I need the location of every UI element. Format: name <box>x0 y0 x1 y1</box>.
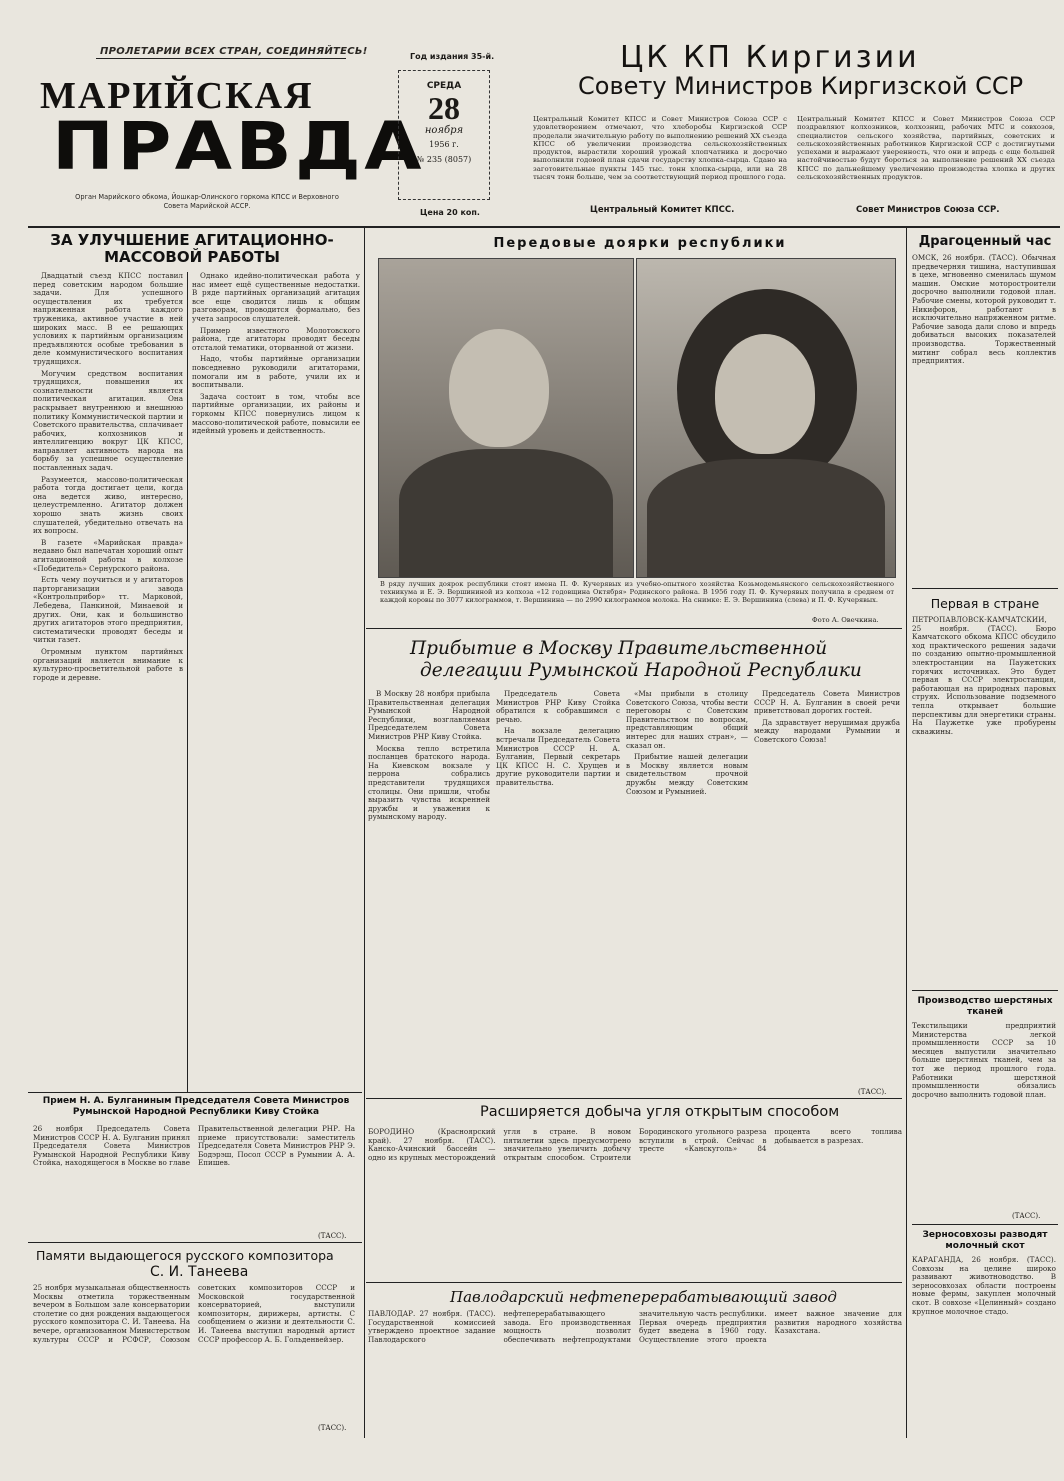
editorial-p2: Могучим средством воспитания трудящихся, повышения их сознательности является политическая агитация. Она раскрывает внутреннюю и внешнюю политику Коммунистической партии и Советского правительства, сплачивает рабочих, колхозников и интеллигенцию вокруг ЦК КПСС, направляет активность народа на борьбу за успешное осуществление поставленных задач. <box>33 368 183 473</box>
photo-right-body <box>647 459 885 577</box>
editorial-p4: В газете «Марийская правда» недавно был напечатан хороший опыт агитационной работы в колхозе «Победитель» Сернурского района. <box>33 537 183 573</box>
photo-left-body <box>399 449 613 577</box>
arrival-p8: Председатель Совета Министров СССР Н. А. Булганин в своей речи приветствовал дорогих гостей. <box>754 690 900 716</box>
wool-sign: (ТАСС). <box>1012 1212 1041 1220</box>
editorial-p6: Огромным пунктом партийных организаций является внимание к культурно-просветительной работе в городе и деревне. <box>33 646 183 682</box>
bulganin-title: Прием Н. А. Булганиным Председателя Совета Министров Румынской Народной Республики Киву Стойка <box>42 1096 350 1117</box>
first-in-country-title: Первая в стране <box>930 596 1040 611</box>
photo-left-face <box>449 329 549 447</box>
editorial-p5: Есть чему поучиться и у агитаторов парторганизации завода «Контрольприбор» тт. Марковой, Лебедева, Панкиной, Минаевой и других. Они, как и большинство других агитаторов этого предприятия, систематически проводят беседы и читки газет. <box>33 575 183 645</box>
weekday: СРЕДА <box>426 81 462 91</box>
editorial-title: ЗА УЛУЧШЕНИЕ АГИТАЦИОННО-МАССОВОЙ РАБОТЫ <box>50 231 334 266</box>
editorial-p10: Задача состоит в том, чтобы все партийные организации, их районы и горкомы КПСС повернулись лицом к массово-политической работе, повысили ее идейный уровень и действенность. <box>192 391 360 436</box>
banner-right-sign: Совет Министров Союза ССР. <box>856 205 1000 215</box>
editorial-col-1 <box>33 272 183 1092</box>
photo-caption: В ряду лучших доярок республики стоят имена П. Ф. Кучерявых из учебно-опытного хозяйства Козьмодемьянского сельскохозяйственного техникума и Е. Э. Вершининой из колхоза «12 годовщина Октября» Родинского района. В 1956 году П. Ф. Кучерявых получила в среднем от каждой коровы по 3077 килограммов, т. Вершинина — по 2990 килограммов молока. На снимке: Е. Э. Вершинина (слева) и П. Ф. Кучерявых. <box>380 580 894 604</box>
editorial-col-2 <box>192 272 360 1092</box>
grain-farms-title: Зерносовхозы разводят молочный скот <box>922 1230 1048 1251</box>
arrival-col-3 <box>626 690 748 1020</box>
first-in-country-text: ПЕТРОПАВЛОВСК-КАМЧАТСКИЙ, 25 ноября. (ТАСС). Бюро Камчатского обкома КПСС обсудило ход практического решения задачи по созданию опытно-промышленной электростанции на Паужетских горячих источниках. Это будет первая в СССР электростанция, работающая на природных паровых струях. Использование подземного тепла открывает большие перспективы для энергетики страны. На Паужетке уже пробурены скважины. <box>912 616 1056 736</box>
banner-heading-2: Совету Министров Киргизской ССР <box>578 72 1024 100</box>
coal-title: Расширяется добыча угля открытым способом <box>480 1104 840 1120</box>
arrival-col-2 <box>496 690 620 1020</box>
year-of-issue: Год издания 35-й. <box>410 52 495 61</box>
arrival-p7: Да здравствует нерушимая дружба между народами Румынии и Советского Союза! <box>754 717 900 744</box>
year-date: 1956 г. <box>429 140 459 149</box>
masthead-organ: Орган Марийского обкома, Йошкар-Олинского горкома КПСС и Верховного Совета Марийской АССР. <box>75 193 339 210</box>
date-box <box>398 70 490 200</box>
arrival-sign: (ТАСС). <box>858 1088 887 1096</box>
oil-title: Павлодарский нефтеперерабатывающий завод <box>450 1288 837 1306</box>
bulganin-sign: (ТАСС). <box>318 1232 347 1240</box>
photo-right-face <box>715 334 815 454</box>
arrival-p5: На вокзале делегацию встречали Председатель Совета Министров СССР Н. А. Булганин, Первый секретарь ЦК КПСС Н. С. Хрущев и другие руководители партии и правительства. <box>496 726 620 787</box>
editorial-p3: Разумеется, массово-политическая работа тогда достигает цели, когда она ведется живо, интересно, целеустремленно. Агитатор должен хорошо знать жизнь своих слушателей, убедительно отвечать на их вопросы. <box>33 474 183 536</box>
banner-heading-1: ЦК КП Киргизии <box>620 40 920 75</box>
issue-number: № 235 (8057) <box>416 155 472 164</box>
precious-hour-title: Драгоценный час <box>918 234 1052 249</box>
photo-left <box>378 258 634 578</box>
taneyev-title-1: Памяти выдающегося русского композитора <box>36 1248 334 1263</box>
price: Цена 20 коп. <box>420 208 480 217</box>
editorial-p1: Двадцатый съезд КПСС поставил перед советским народом большие задачи. Для успешного осуществления их требуется напряженная работа каждого труженика, активное участие в ней широких масс. В ее решающих условиях к партийным организациям предъявляются особые требования в деле коммунистического воспитания трудящихся. <box>33 272 183 366</box>
coal-text: БОРОДИНО (Красноярский край). 27 ноября. (ТАСС). Канско-Ачинский бассейн — одно из крупных месторождений угля в стране. В новом пятилетии здесь предусмотрено значительно увеличить добычу открытым способом. Строители Бородинского угольного разреза вступили в строй. Сейчас в тресте «Канскуголь» 84 процента всего топлива добывается в разрезах. <box>368 1128 902 1162</box>
wool-title: Производство шерстяных тканей <box>917 996 1053 1017</box>
arrival-col-1 <box>368 690 490 1020</box>
banner-left-sign: Центральный Комитет КПСС. <box>590 205 735 215</box>
photo-credit: Фото А. Овечкина. <box>812 616 879 624</box>
arrival-p6: Прибытие нашей делегации в Москву является новым свидетельством прочной дружбы между Советским Союзом и Румынией. <box>626 752 748 796</box>
banner-left-text: Центральный Комитет КПСС и Совет Министров Союза ССР с удовлетворением отмечают, что хлеборобы Киргизской ССР проделали значительную работу по выполнению решений XX съезда КПСС об увеличении производства сельскохозяйственных продуктов, вырастили хороший урожай хлопчатника и досрочно выполнили годовой план сдачи государству хлопка-сырца. Сдано на заготовительные пункты 145 тыс. тонн хлопка-сырца, или на 28 тысяч тонн больше, чем за соответствующий период прошлого года. <box>533 115 787 182</box>
precious-hour-text: ОМСК, 26 ноября. (ТАСС). Обычная предвечерняя тишина, наступившая в цехе, мгновенно сменилась шумом машин. Омские моторостроители досрочно выполнили годовой план. Рабочие смены, которой руководит т. Никифоров, работают в исключительно напряженном ритме. Рабочие завода дали слово и впредь добиваться высоких показателей производства. Торжественный митинг собрал весь коллектив предприятия. <box>912 254 1056 366</box>
day: 28 <box>428 90 460 126</box>
arrival-col-4 <box>754 690 900 1020</box>
oil-text: ПАВЛОДАР. 27 ноября. (ТАСС). Государственной комиссией утверждено проектное задание Павлодарского нефтеперерабатывающего завода. Его производственная мощность позволит обеспечивать нефтепродуктами значительную часть республики. Первая очередь предприятия будет введена в 1960 году. Осуществление этого проекта имеет важное значение для развития народного хозяйства Казахстана. <box>368 1310 902 1344</box>
month: ноября <box>424 125 464 136</box>
masthead-title-line1: МАРИЙСКАЯ <box>40 75 314 117</box>
editorial-p9: Надо, чтобы партийные организации повседневно руководили агитаторами, помогали им в работе, учили их и воспитывали. <box>192 354 360 390</box>
photo-right <box>636 258 896 578</box>
taneyev-sign: (ТАСС). <box>318 1424 347 1432</box>
arrival-p4: «Мы прибыли в столицу Советского Союза, чтобы вести переговоры с Советским Правительством по вопросам, представляющим общий интерес для наших стран», — сказал он. <box>626 690 748 750</box>
masthead-title-line2: ПРАВДА <box>52 108 425 185</box>
taneyev-title-2: С. И. Танеева <box>150 1264 249 1280</box>
wool-text: Текстильщики предприятий Министерства легкой промышленности СССР за 10 месяцев выпустили значительно больше шерстяных тканей, чем за тот же период прошлого года. Работники шерстяной промышленности обязались досрочно выполнить годовой план. <box>912 1022 1056 1099</box>
taneyev-text: 25 ноября музыкальная общественность Москвы отметила торжественным вечером в Большом зале консерватории столетие со дня рождения выдающегося русского композитора С. И. Танеева. На вечере, организованном Министерством культуры СССР и РСФСР, Союзом советских композиторов СССР и Московской государственной консерваторией, выступили композиторы, дирижеры, артисты. С сообщением о жизни и деятельности С. И. Танеева выступил народный артист СССР профессор А. Б. Гольденвейзер. <box>33 1284 355 1344</box>
arrival-title-1: Прибытие в Москву Правительственной <box>410 638 828 659</box>
photo-title: Передовые доярки республики <box>493 236 787 251</box>
arrival-p3: Председатель Совета Министров РНР Киву Стойка обратился к собравшимся с речью. <box>496 690 620 724</box>
arrival-p2: Москва тепло встретила посланцев братского народа. На Киевском вокзале у перрона собрались представители трудящихся столицы. Они пришли, чтобы выразить чувства искренней дружбы и уважения к румынскому народу. <box>368 743 490 822</box>
bulganin-text: 26 ноября Председатель Совета Министров СССР Н. А. Булганин принял Председателя Совета Министров Румынской Народной Республики Киву Стойка, находящегося в Москве во главе Правительственной делегации РНР. На приеме присутствовали: заместитель Председателя Совета Министров РНР Э. Бодэрэш, Посол СССР в Румынии А. А. Епишев. <box>33 1125 355 1168</box>
arrival-p1: В Москву 28 ноября прибыла Правительственная делегация Румынской Народной Республики, возглавляемая Председателем Совета Министров РНР Киву Стойка. <box>368 690 490 741</box>
editorial-p7: Однако идейно-политическая работа у нас имеет ещё существенные недостатки. В ряде партийных организаций агитация все еще сводится лишь к общим разговорам, проводится формально, без учета запросов слушателей. <box>192 272 360 323</box>
arrival-title-2: делегации Румынской Народной Республики <box>420 660 862 681</box>
editorial-p8: Пример известного Молотовского района, где агитаторы проводят беседы отсталой тематики, оторванной от жизни. <box>192 325 360 352</box>
banner-right-text: Центральный Комитет КПСС и Совет Министров Союза ССР поздравляют колхозников, колхозниц, рабочих МТС и совхозов, специалистов сельского хозяйства, партийных, советских и сельскохозяйственных работников Киргизской ССР с достигнутыми успехами и выражают уверенность, что они и впредь с еще большей настойчивостью будут бороться за выполнение решений XX съезда КПСС по дальнейшему увеличению производства хлопка и других сельскохозяйственных продуктов. <box>797 115 1055 182</box>
masthead-slogan: ПРОЛЕТАРИИ ВСЕХ СТРАН, СОЕДИНЯЙТЕСЬ! <box>100 46 368 57</box>
grain-farms-text: КАРАГАНДА, 26 ноября. (ТАСС). Совхозы на целине широко развивают животноводство. В зерносовхозах области построены новые фермы, закуплен молочный скот. В совхозе «Целинный» создано крупное молочное стадо. <box>912 1256 1056 1316</box>
